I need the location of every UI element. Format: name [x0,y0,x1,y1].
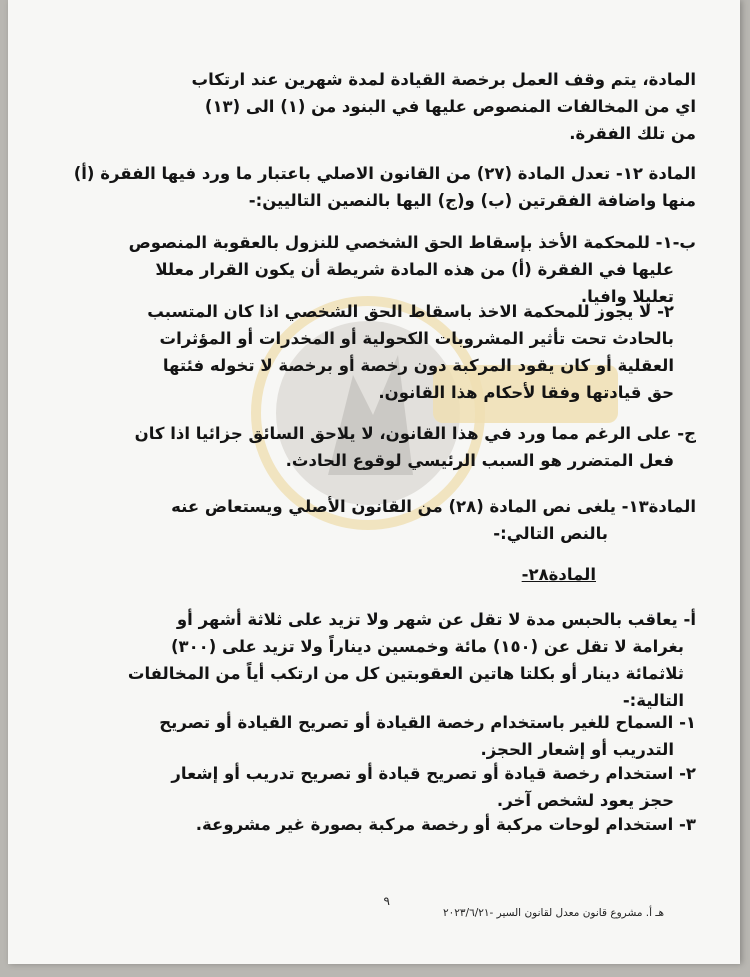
text-line: ثلاثمائة دينار أو بكلتا هاتين العقوبتين كل من ارتكب أياً من المخالفات [127,664,684,683]
item-3 [196,811,696,838]
text-line: ج- على الرغم مما ورد في هذا القانون، لا يلاحق السائق جزائيا اذا كان [134,424,696,443]
text-line: المادة، يتم وقف العمل برخصة القيادة لمدة شهرين عند ارتكاب [191,70,696,89]
article-28-heading: المادة٢٨- [521,565,596,584]
text-line: ٣- استخدام لوحات مركبة أو رخصة مركبة بصورة غير مشروعة. [195,815,696,834]
text-line: العقلية أو كان يقود المركبة دون رخصة أو برخصة لا تخوله فئتها [162,356,674,375]
text-line: المادة١٣- يلغى نص المادة (٢٨) من القانون الأصلي ويستعاض عنه [171,497,696,516]
clause-a [56,606,696,714]
text-line: المادة ١٢- تعدل المادة (٢٧) من القانون الاصلي باعتبار ما ورد فيها الفقرة (أ) [73,164,696,183]
text-line: ١- السماح للغير باستخدام رخصة القيادة أو تصريح القيادة أو تصريح [159,713,696,732]
text-line: ٢- استخدام رخصة قيادة أو تصريح قيادة أو تصريح تدريب أو إشعار [171,764,696,783]
text-line: ب-١- للمحكمة الأخذ بإسقاط الحق الشخصي للنزول بالعقوبة المنصوص [128,233,696,252]
clause-c [56,420,696,474]
text-line: حجز يعود لشخص آخر. [496,791,674,810]
text-line: التدريب أو إشعار الحجز. [480,740,674,759]
paragraph-1 [71,66,696,147]
clause-b-2 [56,298,696,406]
document-page [8,0,740,964]
text-line: اي من المخالفات المنصوص عليها في البنود من (١) الى (١٣) [204,97,696,116]
text-line: منها واضافة الفقرتين (ب) و(ج) اليها بالنصين التاليين:- [248,191,696,210]
text-line: عليها في الفقرة (أ) من هذه المادة شريطة أن يكون القرار معللا [155,260,674,279]
text-line: بالنص التالي:- [493,524,608,543]
item-2 [56,760,696,814]
text-line: التالية:- [622,691,684,710]
text-line: بغرامة لا تقل عن (١٥٠) مائة وخمسين ديناراً ولا تزيد على (٣٠٠) [170,637,684,656]
text-line: فعل المتضرر هو السبب الرئيسي لوقوع الحادث. [285,451,674,470]
footer-caption: هـ أ. مشروع قانون معدل لقانون السير -٢٠٢٣/٦/٢١ [442,907,664,919]
article-12 [16,160,696,214]
text-line: ٢- لا يجوز للمحكمة الاخذ باسقاط الحق الشخصي اذا كان المتسبب [147,302,674,321]
text-line: من تلك الفقرة. [569,124,696,143]
text-line: أ- يعاقب بالحبس مدة لا تقل عن شهر ولا تزيد على ثلاثة أشهر أو [176,610,696,629]
item-1 [56,709,696,763]
text-line: بالحادث تحت تأثير المشروبات الكحولية أو المخدرات أو المؤثرات [159,329,674,348]
text-line: حق قيادتها وفقا لأحكام هذا القانون. [378,383,674,402]
article-13 [16,493,696,547]
page-number: ٩ [383,894,390,908]
text-line: تعليلا وافيا. [580,287,674,306]
